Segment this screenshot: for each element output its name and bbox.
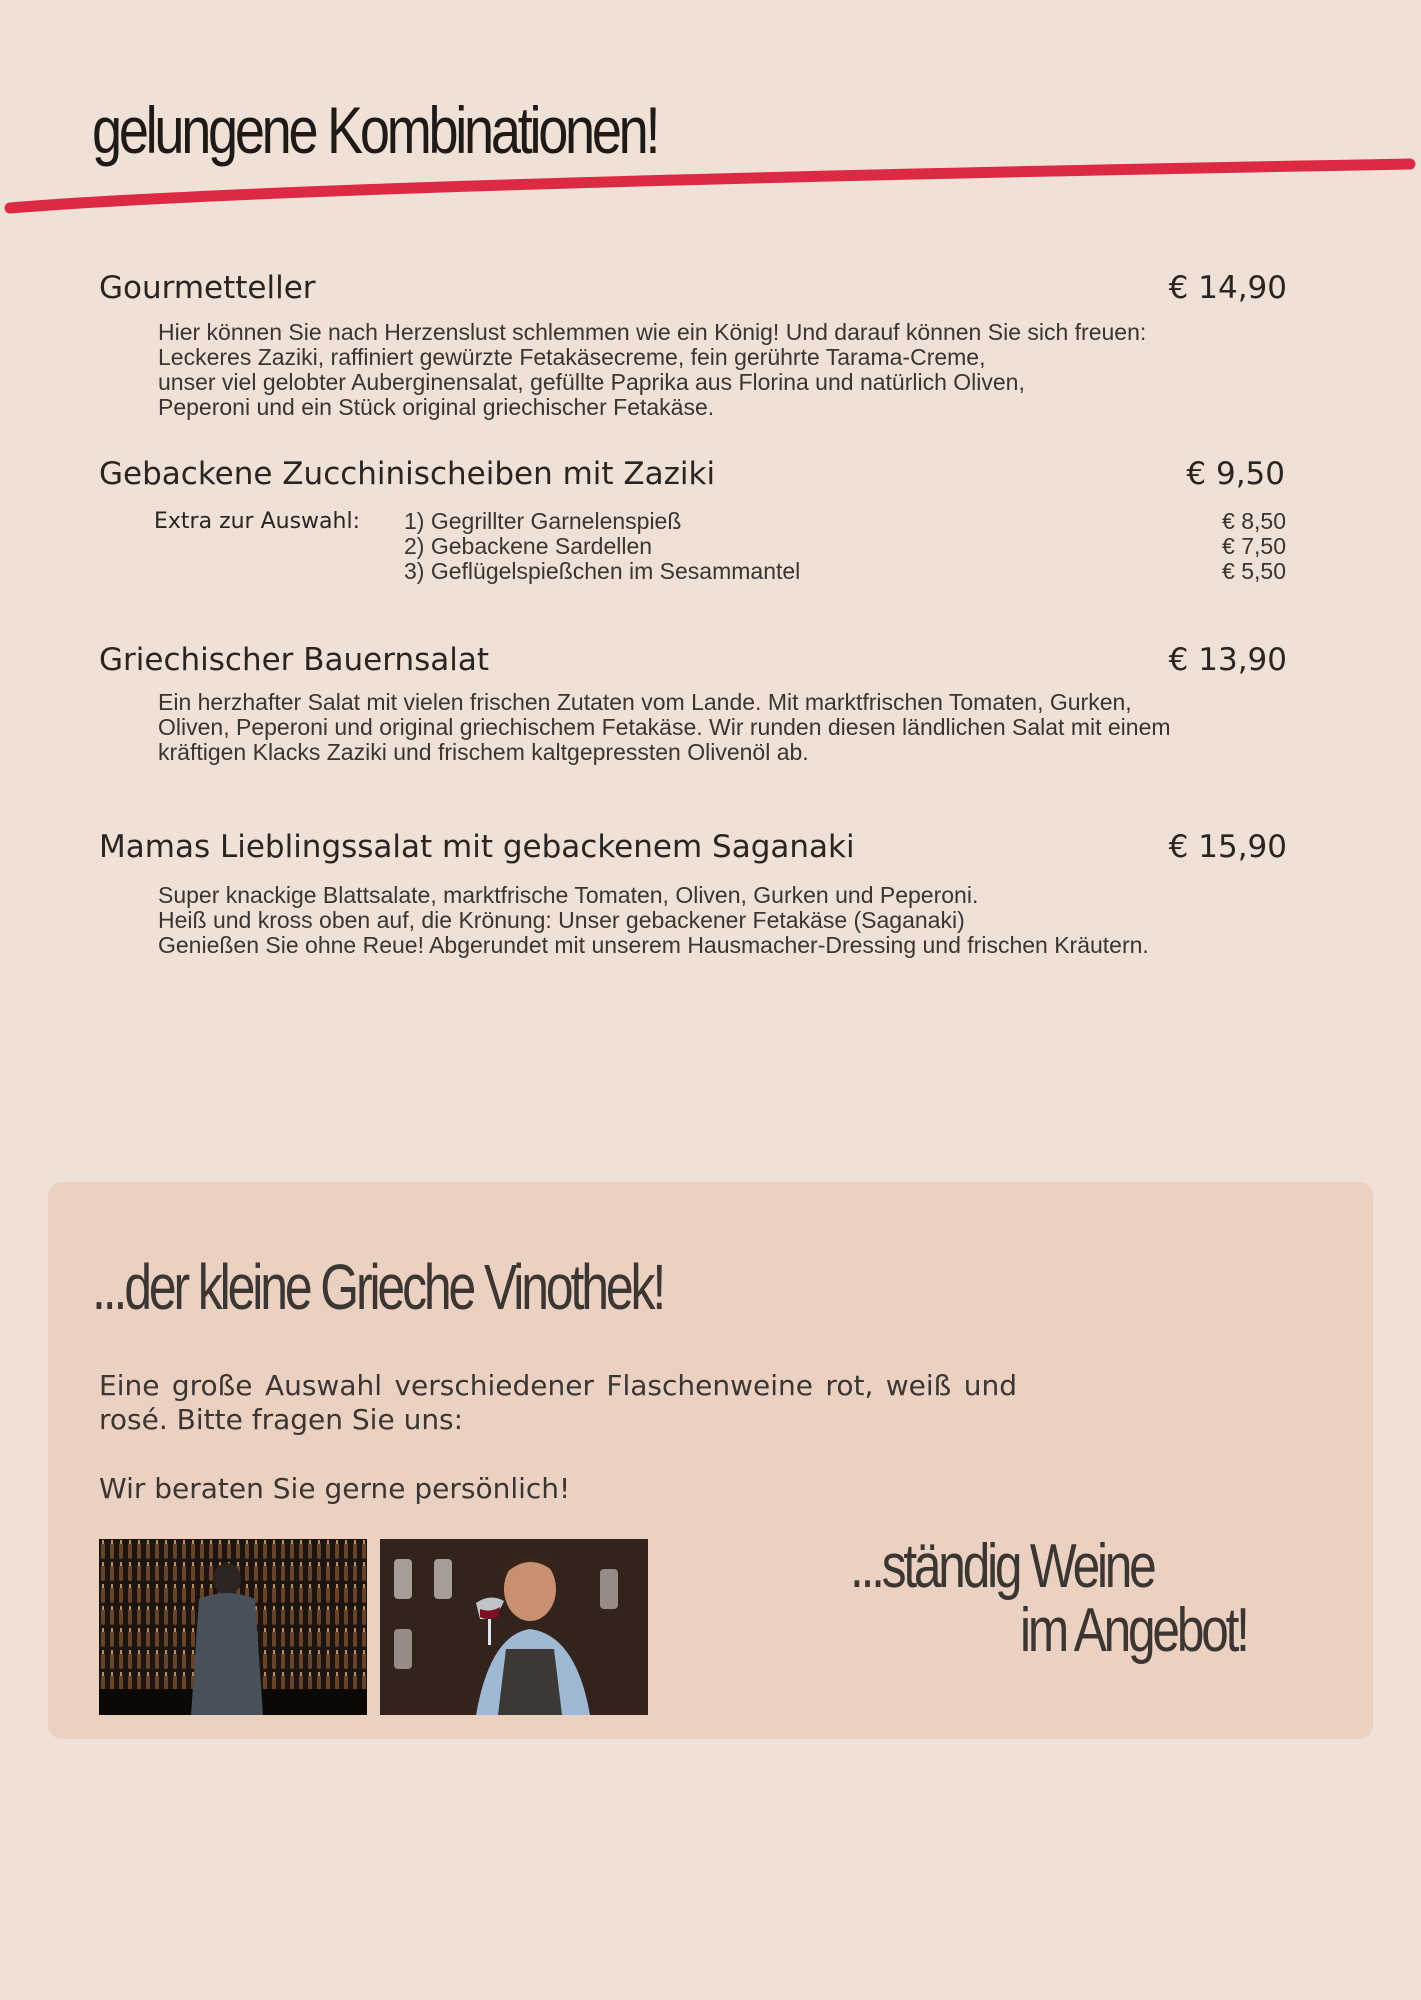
dish-title: Gebackene Zucchinischeiben mit Zaziki [99, 456, 716, 492]
sommelier-photo [380, 1539, 648, 1715]
dish-title: Gourmetteller [99, 270, 316, 306]
extra-item-price: € 8,50 [1222, 508, 1286, 534]
extra-item-name: 3) Geflügelspießchen im Sesammantel [404, 558, 801, 584]
tagline-line-2: im Angebot! [1020, 1596, 1247, 1665]
dish-description: Hier können Sie nach Herzenslust schlemmen wie ein König! Und darauf können Sie sich freuen: Leckeres Zaziki, raffiniert gewürzte Fetakäsecreme, fein gerührte Tarama-Creme, unser viel gelobter Auberginensalat, gefüllte Paprika aus Florina und natürlich Oliven, Peperoni und ein Stück original griechischer Fetakäse. [158, 319, 1147, 420]
page-title: gelungene Kombinationen! [92, 93, 658, 167]
vinothek-text: Eine große Auswahl verschiedener Flaschenweine rot, weiß und rosé. Bitte fragen Sie uns: [99, 1369, 1017, 1436]
extra-item-price: € 5,50 [1222, 558, 1286, 584]
dish-price: € 15,90 [1168, 829, 1287, 865]
extras-prices [1126, 509, 1286, 584]
dish-title: Mamas Lieblingssalat mit gebackenem Saganaki [99, 829, 855, 865]
wine-cellar-photo [99, 1539, 367, 1715]
dish-description: Super knackige Blattsalate, marktfrische Tomaten, Oliven, Gurken und Peperoni. Heiß und kross oben auf, die Krönung: Unser gebackener Fetakäse (Saganaki) Genießen Sie ohne Reue! Abgerundet mit unserem Hausmacher-Dressing und frischen Kräutern. [158, 882, 1149, 958]
dish-price: € 13,90 [1168, 642, 1287, 678]
extra-item-name: 2) Gebackene Sardellen [404, 533, 653, 559]
vinothek-subtext: Wir beraten Sie gerne persönlich! [99, 1472, 571, 1505]
vinothek-title: ...der kleine Grieche Vinothek! [92, 1251, 664, 1323]
extras-list [404, 509, 800, 584]
extras-label: Extra zur Auswahl: [154, 509, 360, 534]
dish-description: Ein herzhafter Salat mit vielen frischen Zutaten vom Lande. Mit marktfrischen Tomaten, Gurken, Oliven, Peperoni und original griechischem Fetakäse. Wir runden diesen ländlichen Salat mit einem kräftigen Klacks Zaziki und frischem kaltgepressten Olivenöl ab. [158, 689, 1171, 765]
extra-item-name: 1) Gegrillter Garnelenspieß [404, 508, 682, 534]
dish-title: Griechischer Bauernsalat [99, 642, 490, 678]
accent-divider-line [0, 150, 1421, 220]
dish-price: € 9,50 [1186, 456, 1285, 492]
dish-price: € 14,90 [1168, 270, 1287, 306]
extra-item-price: € 7,50 [1222, 533, 1286, 559]
tagline-line-1: ...ständig Weine [850, 1532, 1154, 1601]
